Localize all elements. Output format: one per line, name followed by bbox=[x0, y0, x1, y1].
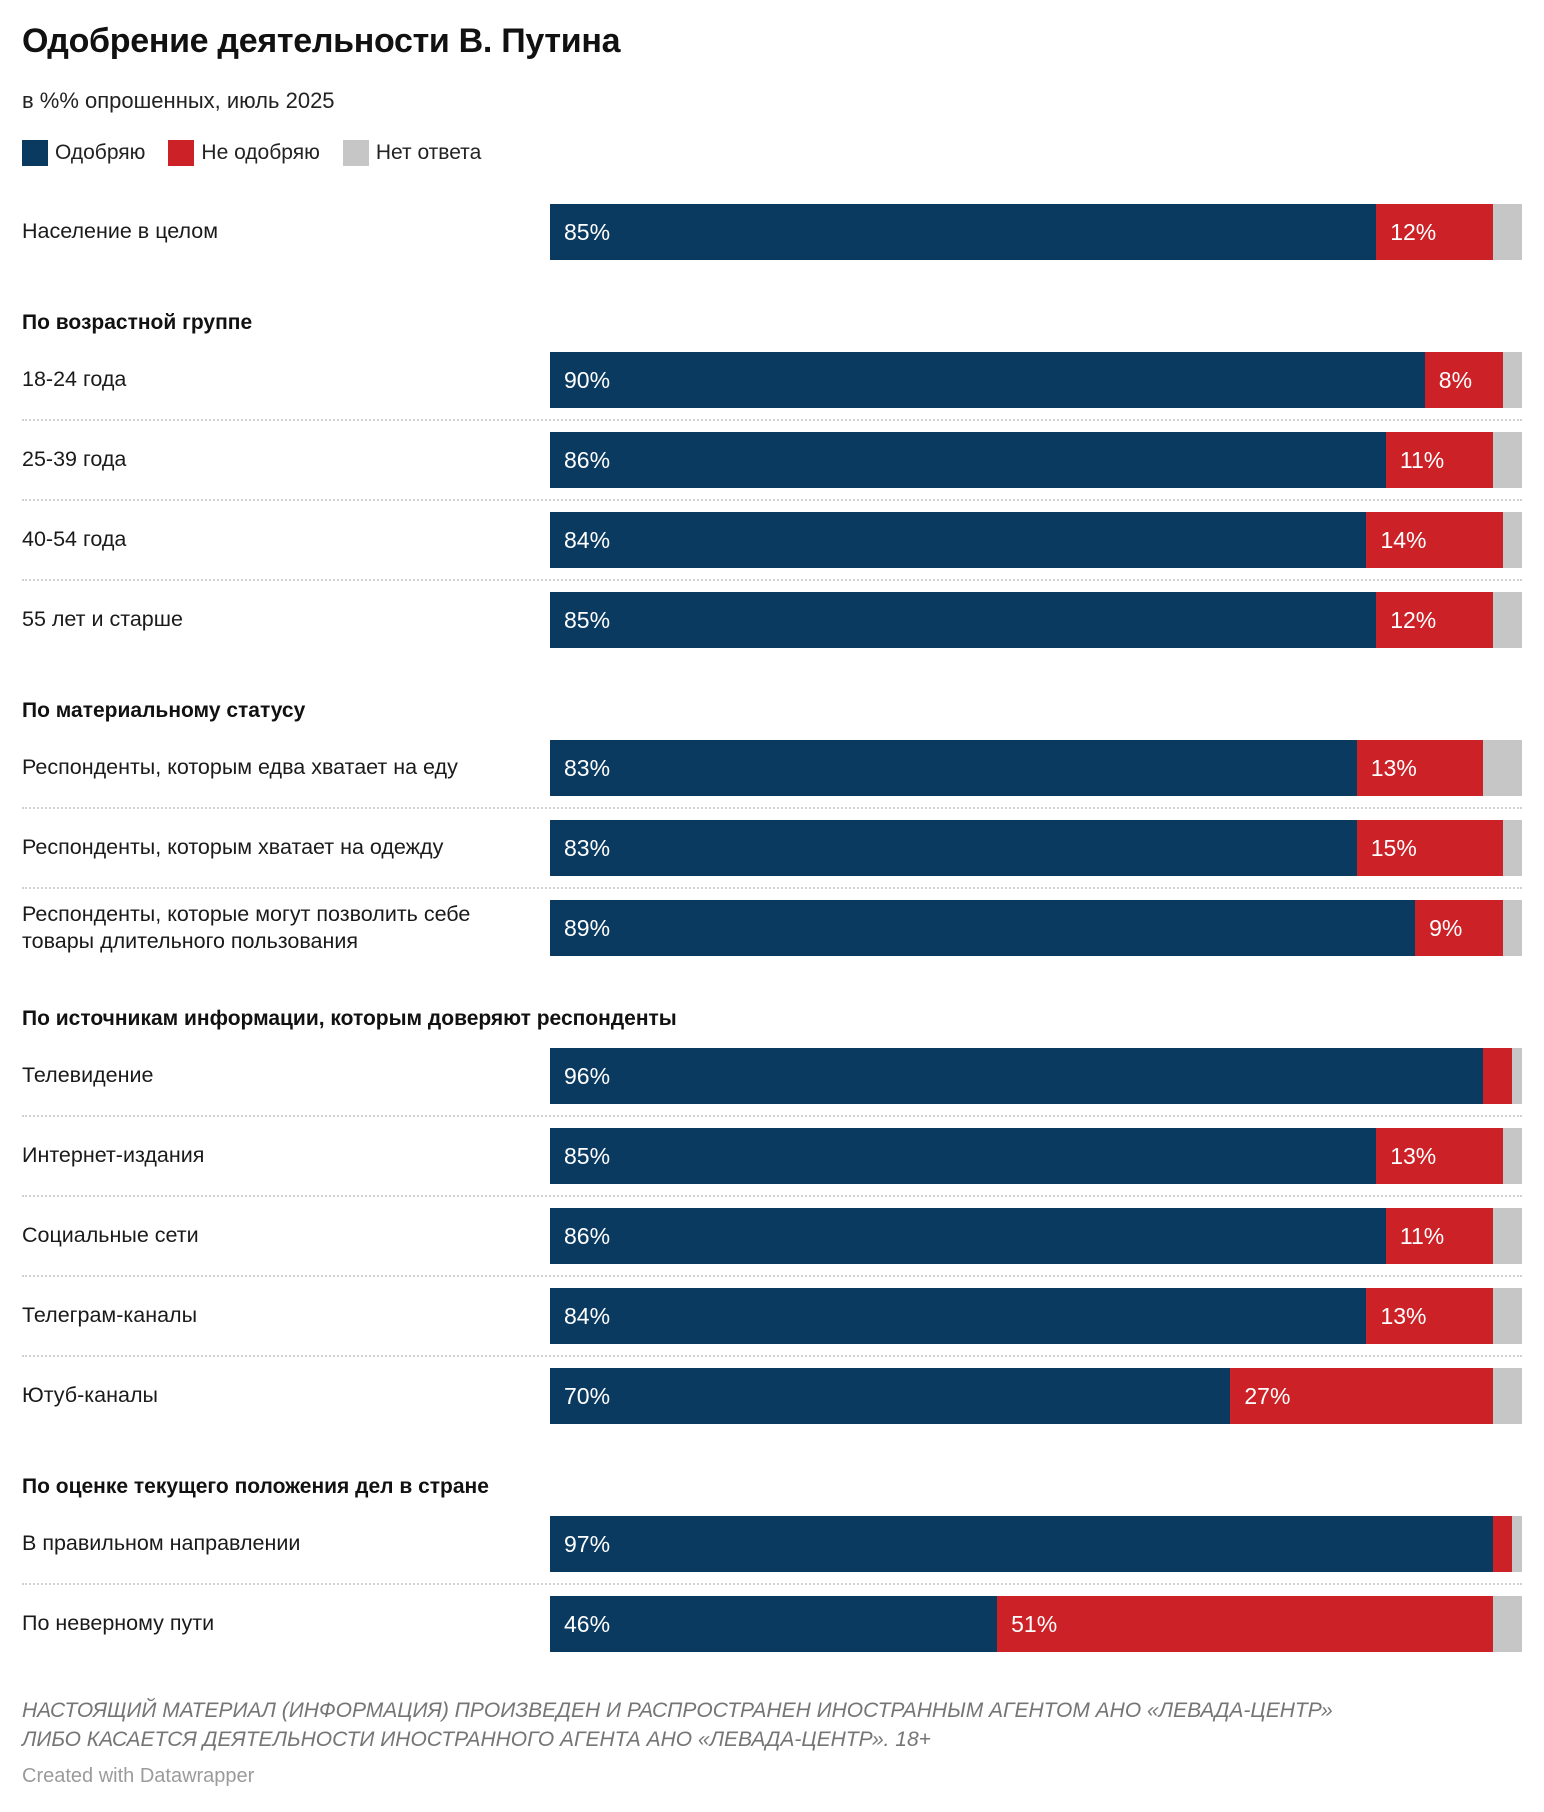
category-label: Респонденты, которым едва хватает на еду bbox=[22, 755, 458, 780]
disapprove-bar-segment bbox=[1357, 740, 1483, 796]
category-label: 55 лет и старше bbox=[22, 607, 183, 632]
disapprove-bar-segment bbox=[997, 1596, 1493, 1652]
approve-value-label: 86% bbox=[564, 446, 611, 473]
stacked-bar bbox=[550, 1516, 1522, 1572]
disapprove-bar-segment bbox=[1376, 204, 1493, 260]
legend bbox=[22, 140, 1522, 166]
stacked-bar bbox=[550, 1288, 1522, 1344]
approve-value-label: 83% bbox=[564, 754, 611, 781]
approve-bar-segment bbox=[550, 432, 1386, 488]
approve-bar-segment bbox=[550, 900, 1415, 956]
page-title: Одобрение деятельности В. Путина bbox=[22, 22, 621, 60]
legend-item-disapprove bbox=[168, 140, 319, 166]
no-answer-bar-segment bbox=[1512, 1048, 1522, 1104]
stacked-bar bbox=[550, 1596, 1522, 1652]
no-answer-bar-segment bbox=[1493, 1288, 1522, 1344]
disapprove-bar-segment bbox=[1493, 1516, 1512, 1572]
no-answer-bar-segment bbox=[1493, 592, 1522, 648]
category-label: Социальные сети bbox=[22, 1223, 199, 1248]
category-row bbox=[22, 419, 1522, 499]
disapprove-bar-segment bbox=[1376, 1128, 1502, 1184]
section-header: По материальному статусу bbox=[22, 699, 306, 723]
approve-bar-segment bbox=[550, 740, 1357, 796]
no-answer-bar-segment bbox=[1493, 1368, 1522, 1424]
disapprove-value-label: 13% bbox=[1390, 1142, 1437, 1169]
no-answer-bar-segment bbox=[1503, 512, 1522, 568]
no-answer-bar-segment bbox=[1512, 1516, 1522, 1572]
approve-value-label: 85% bbox=[564, 606, 611, 633]
category-label: Респонденты, которые могут позволить себе товары длительного пользования bbox=[22, 901, 471, 954]
category-row bbox=[22, 1275, 1522, 1355]
category-row bbox=[22, 1583, 1522, 1663]
approve-value-label: 90% bbox=[564, 366, 611, 393]
disapprove-bar-segment bbox=[1366, 1288, 1492, 1344]
approve-bar-segment bbox=[550, 1516, 1493, 1572]
disapprove-bar-segment bbox=[1425, 352, 1503, 408]
disapprove-bar-segment bbox=[1357, 820, 1503, 876]
stacked-bar bbox=[550, 352, 1522, 408]
stacked-bar bbox=[550, 204, 1522, 260]
disapprove-value-label: 12% bbox=[1390, 606, 1437, 633]
no-answer-swatch-icon bbox=[343, 140, 369, 166]
category-row bbox=[22, 729, 1522, 807]
section-rows bbox=[22, 729, 1522, 967]
legend-item-no-answer bbox=[343, 140, 481, 166]
category-row bbox=[22, 887, 1522, 967]
disapprove-value-label: 14% bbox=[1380, 526, 1427, 553]
disapprove-bar-segment bbox=[1230, 1368, 1492, 1424]
disapprove-bar-segment bbox=[1483, 1048, 1512, 1104]
category-label: Население в целом bbox=[22, 219, 219, 244]
category-label: Интернет-издания bbox=[22, 1143, 205, 1168]
category-label: Респонденты, которым хватает на одежду bbox=[22, 835, 444, 860]
approve-value-label: 96% bbox=[564, 1062, 611, 1089]
disapprove-value-label: 11% bbox=[1399, 1222, 1445, 1249]
approve-bar-segment bbox=[550, 1208, 1386, 1264]
no-answer-bar-segment bbox=[1493, 204, 1522, 260]
approve-bar-segment bbox=[550, 1596, 997, 1652]
category-label: Ютуб-каналы bbox=[22, 1383, 158, 1408]
disapprove-bar-segment bbox=[1386, 1208, 1493, 1264]
page-subtitle: в %% опрошенных, июль 2025 bbox=[22, 88, 335, 114]
category-label: Телевидение bbox=[22, 1063, 154, 1088]
approve-bar-segment bbox=[550, 352, 1425, 408]
disapprove-value-label: 15% bbox=[1370, 834, 1417, 861]
approve-value-label: 84% bbox=[564, 526, 611, 553]
disapprove-value-label: 11% bbox=[1399, 446, 1445, 473]
category-row bbox=[22, 1355, 1522, 1435]
category-label: 40-54 года bbox=[22, 527, 127, 552]
no-answer-bar-segment bbox=[1503, 900, 1522, 956]
stacked-bar bbox=[550, 1048, 1522, 1104]
section-rows bbox=[22, 341, 1522, 659]
approve-bar-segment bbox=[550, 204, 1376, 260]
category-label: 18-24 года bbox=[22, 367, 127, 392]
category-row bbox=[22, 499, 1522, 579]
chart-section bbox=[22, 1007, 1522, 1435]
disapprove-value-label: 9% bbox=[1429, 914, 1463, 941]
no-answer-bar-segment bbox=[1493, 1596, 1522, 1652]
stacked-bar bbox=[550, 740, 1522, 796]
approve-bar-segment bbox=[550, 820, 1357, 876]
disapprove-value-label: 51% bbox=[1011, 1610, 1058, 1637]
category-row bbox=[22, 1115, 1522, 1195]
approve-bar-segment bbox=[550, 1288, 1366, 1344]
approve-value-label: 89% bbox=[564, 914, 611, 941]
no-answer-bar-segment bbox=[1503, 1128, 1522, 1184]
category-row bbox=[22, 1505, 1522, 1583]
stacked-bar bbox=[550, 1128, 1522, 1184]
category-row bbox=[22, 341, 1522, 419]
no-answer-bar-segment bbox=[1483, 740, 1522, 796]
approve-value-label: 97% bbox=[564, 1530, 611, 1557]
section-header: По возрастной группе bbox=[22, 311, 253, 335]
disapprove-bar-segment bbox=[1376, 592, 1493, 648]
chart-section bbox=[22, 311, 1522, 659]
legend-item-approve bbox=[22, 140, 145, 166]
legend-label-no-answer: Нет ответа bbox=[375, 141, 482, 165]
no-answer-bar-segment bbox=[1503, 352, 1522, 408]
no-answer-bar-segment bbox=[1493, 1208, 1522, 1264]
category-row bbox=[22, 1195, 1522, 1275]
category-label: В правильном направлении bbox=[22, 1531, 301, 1556]
category-label: Телеграм-каналы bbox=[22, 1303, 198, 1328]
stacked-bar bbox=[550, 592, 1522, 648]
approve-bar-segment bbox=[550, 512, 1366, 568]
approve-value-label: 86% bbox=[564, 1222, 611, 1249]
section-rows bbox=[22, 1037, 1522, 1435]
category-row bbox=[22, 579, 1522, 659]
approve-bar-segment bbox=[550, 1048, 1483, 1104]
chart-section bbox=[22, 1475, 1522, 1663]
disapprove-value-label: 13% bbox=[1370, 754, 1417, 781]
datawrapper-credit: Created with Datawrapper bbox=[22, 1765, 255, 1788]
approve-bar-segment bbox=[550, 1128, 1376, 1184]
approve-value-label: 70% bbox=[564, 1382, 611, 1409]
category-label: По неверному пути bbox=[22, 1611, 215, 1636]
approve-bar-segment bbox=[550, 592, 1376, 648]
approve-value-label: 85% bbox=[564, 1142, 611, 1169]
stacked-bar bbox=[550, 820, 1522, 876]
disapprove-value-label: 27% bbox=[1244, 1382, 1291, 1409]
section-rows bbox=[22, 1505, 1522, 1663]
disapprove-value-label: 13% bbox=[1380, 1302, 1427, 1329]
approve-value-label: 46% bbox=[564, 1610, 611, 1637]
legend-label-disapprove: Не одобряю bbox=[201, 141, 320, 165]
chart-body bbox=[22, 193, 1522, 1663]
approve-swatch-icon bbox=[22, 140, 48, 166]
stacked-bar bbox=[550, 512, 1522, 568]
section-rows bbox=[22, 193, 1522, 271]
no-answer-bar-segment bbox=[1503, 820, 1522, 876]
approve-value-label: 85% bbox=[564, 218, 611, 245]
no-answer-bar-segment bbox=[1493, 432, 1522, 488]
category-row bbox=[22, 1037, 1522, 1115]
foreign-agent-disclaimer: НАСТОЯЩИЙ МАТЕРИАЛ (ИНФОРМАЦИЯ) ПРОИЗВЕДЕН И РАСПРОСТРАНЕН ИНОСТРАННЫМ АГЕНТОМ АНО «ЛЕВАДА-ЦЕНТР» ЛИБО КАСАЕТСЯ ДЕЯТЕЛЬНОСТИ ИНОСТРАННОГО АГЕНТА АНО «ЛЕВАДА-ЦЕНТР». 18+ bbox=[22, 1699, 1333, 1752]
section-header: По источникам информации, которым доверяют респонденты bbox=[22, 1007, 677, 1031]
disapprove-value-label: 12% bbox=[1390, 218, 1437, 245]
category-label: 25-39 года bbox=[22, 447, 127, 472]
chart-section bbox=[22, 699, 1522, 967]
chart-section bbox=[22, 193, 1522, 271]
category-row bbox=[22, 807, 1522, 887]
section-header: По оценке текущего положения дел в стране bbox=[22, 1475, 489, 1499]
disapprove-bar-segment bbox=[1415, 900, 1502, 956]
approve-bar-segment bbox=[550, 1368, 1230, 1424]
stacked-bar bbox=[550, 1208, 1522, 1264]
disapprove-value-label: 8% bbox=[1438, 366, 1473, 393]
stacked-bar bbox=[550, 1368, 1522, 1424]
stacked-bar bbox=[550, 900, 1522, 956]
disapprove-bar-segment bbox=[1386, 432, 1493, 488]
legend-label-approve: Одобряю bbox=[55, 141, 146, 165]
approve-value-label: 84% bbox=[564, 1302, 611, 1329]
approve-value-label: 83% bbox=[564, 834, 611, 861]
category-row bbox=[22, 193, 1522, 271]
stacked-bar bbox=[550, 432, 1522, 488]
disapprove-swatch-icon bbox=[168, 140, 194, 166]
disapprove-bar-segment bbox=[1366, 512, 1502, 568]
